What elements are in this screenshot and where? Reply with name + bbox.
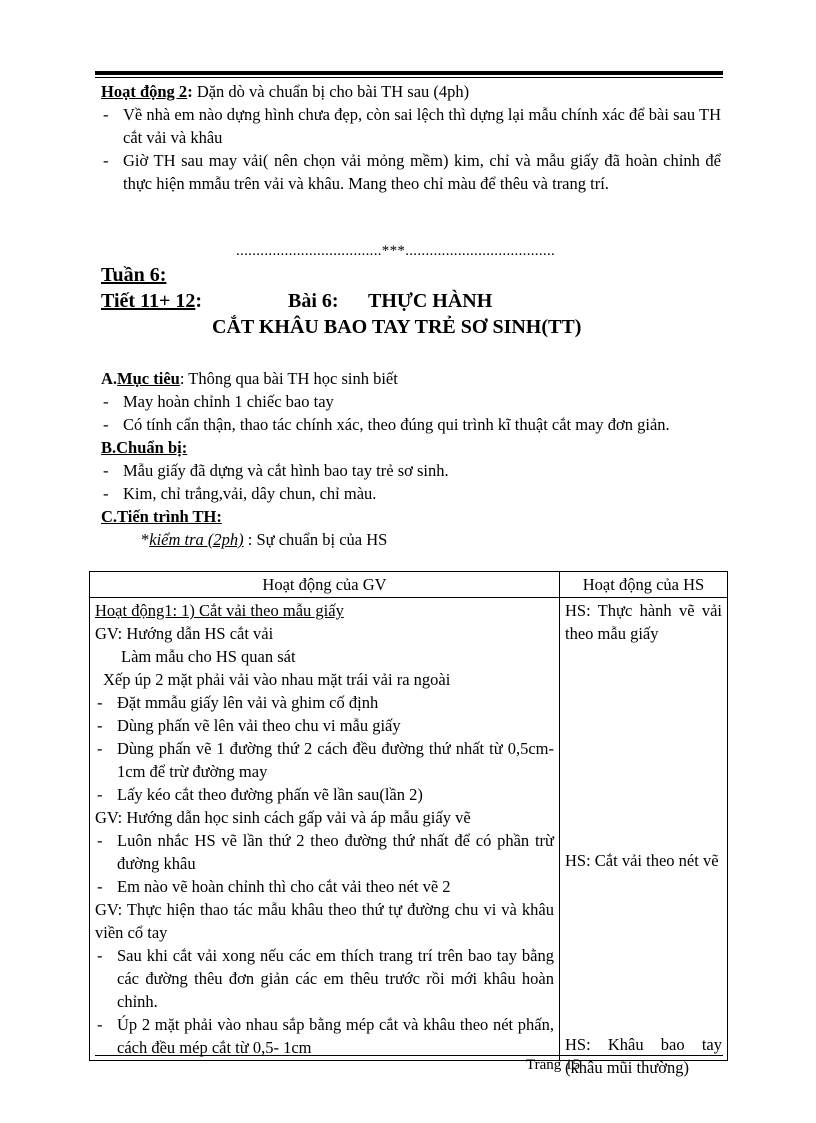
step3-2: - Úp 2 mặt phải vào nhau sắp bằng mép cắt và khâu theo nét phấn, cách đều mép cắt từ 0,5- 1cm (95, 1013, 554, 1059)
header-gv: Hoạt động của GV (90, 572, 560, 598)
header-rule-thick (95, 71, 723, 75)
step2-1: - Luôn nhắc HS vẽ lần thứ 2 theo đường thứ nhất để có phần trừ đường khâu (95, 829, 554, 875)
section-a-heading: A.Mục tiêu: Thông qua bài TH học sinh biết (101, 369, 398, 388)
lesson-heading: Tiết 11+ 12: Bài 6: THỰC HÀNH (101, 290, 493, 312)
activity2-item-1: - Về nhà em nào dựng hình chưa đẹp, còn sai lệch thì dựng lại mẫu chính xác để bài sau TH cắt vải và khâu (101, 103, 721, 149)
footer-rule (95, 1055, 723, 1056)
step1-1: - Đặt mmẫu giấy lên vải và ghim cố định (95, 691, 554, 714)
step3-1: - Sau khi cắt vải xong nếu các em thích trang trí trên bao tay bằng các đường thêu đơn giản các em thêu trước rồi mới khâu hoàn chỉnh. (95, 944, 554, 1013)
lesson-type: THỰC HÀNH (368, 290, 493, 312)
hs-line-3: HS: Khâu bao tay (khâu mũi thường) (565, 1035, 722, 1077)
page-number: Trang 15 (526, 1057, 581, 1073)
hs-cell (560, 598, 728, 1077)
step1-3: - Dùng phấn vẽ 1 đường thứ 2 cách đều đường thứ nhất từ 0,5cm-1cm để trừ đường may (95, 737, 554, 783)
gv-line-1a: Làm mẫu cho HS quan sát (121, 647, 296, 666)
section-a-label: Mục tiêu (117, 369, 180, 388)
activity2-text: Dặn dò và chuẩn bị cho bài TH sau (4ph) (192, 82, 470, 101)
gv-line-1b: Xếp úp 2 mặt phải vải vào nhau mặt trái vải ra ngoài (103, 670, 451, 689)
activity2-item-2: - Giờ TH sau may vải( nên chọn vải mỏng mềm) kim, chỉ và mẫu giấy đã hoàn chỉnh để thực hiện mmẫu trên vải và khâu. Mang theo chỉ màu để thêu và trang trí. (101, 149, 721, 195)
section-a-item-1: - May hoàn chỉnh 1 chiếc bao tay (101, 390, 721, 413)
step2-2: - Em nào vẽ hoàn chỉnh thì cho cắt vải theo nét vẽ 2 (95, 875, 554, 898)
gv-line-1: GV: Hướng dẫn HS cắt vải (95, 624, 274, 643)
section-b-item-2: - Kim, chỉ trắng,vải, dây chun, chỉ màu. (101, 482, 721, 505)
table-header-row (90, 572, 728, 598)
hs-line-1: HS: Thực hành vẽ vải theo mẫu giấy (565, 601, 722, 643)
lesson-number: Bài 6: (288, 290, 339, 312)
section-c-heading: C.Tiến trình TH: (101, 507, 222, 526)
lesson-periods: Tiết 11+ 12 (101, 290, 196, 312)
activity2-section (101, 80, 721, 195)
section-a (101, 367, 721, 551)
week-heading: Tuần 6: (101, 264, 167, 286)
section-a-item-2: - Có tính cẩn thận, thao tác chính xác, theo đúng qui trình kĩ thuật cắt may đơn giản. (101, 413, 721, 436)
step1-2: - Dùng phấn vẽ lên vải theo chu vi mẫu giấy (95, 714, 554, 737)
section-a-intro: : Thông qua bài TH học sinh biết (179, 369, 398, 388)
check-line: *kiểm tra (2ph) : Sự chuẩn bị của HS (141, 530, 388, 549)
step1-4: - Lấy kéo cắt theo đường phấn vẽ lần sau(lần 2) (95, 783, 554, 806)
hs-line-2: HS: Cắt vải theo nét vẽ (565, 851, 719, 870)
section-b-heading: B.Chuẩn bị: (101, 438, 188, 457)
header-hs: Hoạt động của HS (560, 572, 728, 598)
gv-line-2: GV: Hướng dẫn học sinh cách gấp vải và áp mẫu giấy vẽ (95, 808, 471, 827)
gv-line-3: GV: Thực hiện thao tác mẫu khâu theo thứ tự đường chu vi và khâu viền cổ tay (95, 900, 554, 942)
activity2-heading: Hoạt động 2: Dặn dò và chuẩn bị cho bài TH sau (4ph) (101, 82, 470, 101)
table-row (90, 598, 728, 1061)
separator: ....................................***..................................... (236, 243, 556, 259)
lesson-title: CẮT KHÂU BAO TAY TRẺ SƠ SINH(TT) (212, 316, 582, 338)
check-label: kiểm tra (2ph) (149, 530, 244, 549)
activity1-title: Hoạt động1: 1) Cắt vải theo mẫu giấy (95, 601, 344, 620)
header-rule-thin (95, 77, 723, 78)
section-b-item-1: - Mẫu giấy đã dựng và cắt hình bao tay trẻ sơ sinh. (101, 459, 721, 482)
check-text: : Sự chuẩn bị của HS (243, 530, 388, 549)
activity2-title: Hoạt động 2 (101, 82, 188, 101)
gv-cell (90, 598, 560, 1061)
